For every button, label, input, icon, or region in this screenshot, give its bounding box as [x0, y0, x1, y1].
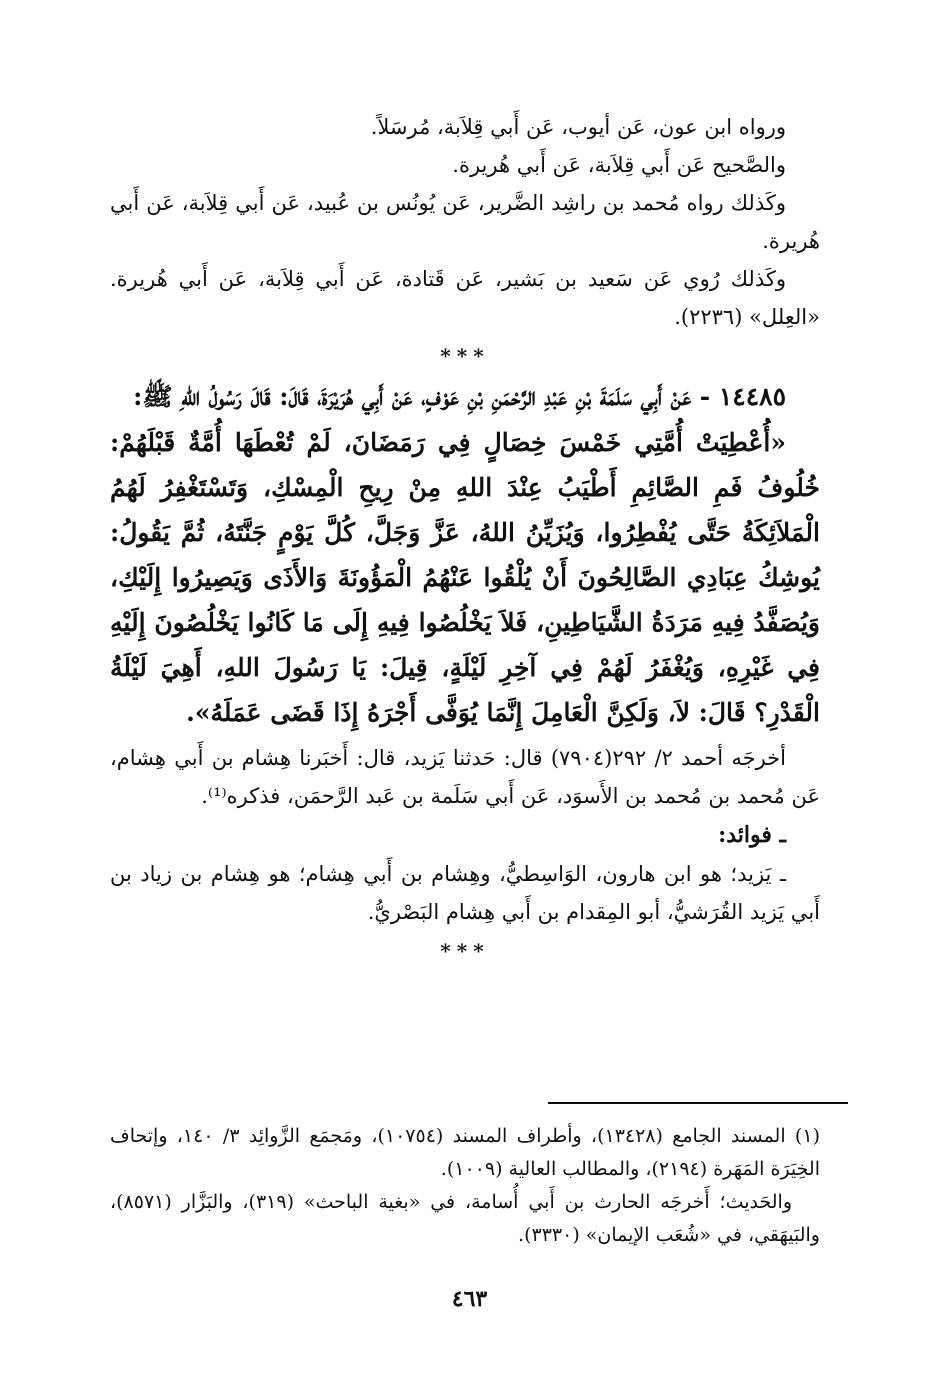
paragraph-4: وكَذلك رُوي عَن سَعيد بن بَشير، عَن قَتادة، عَن أَبي قِلاَبة، عَن أَبي هُريرة. «العِلل» (٢٢٣٦). [110, 267, 820, 329]
footnote-divider [548, 1102, 848, 1104]
hadith-text: «أُعْطِيَتْ أُمَّتِي خَمْسَ خِصَالٍ فِي رَمَضَانَ، لَمْ تُعْطَهَا أُمَّةٌ قَبْلَهُمْ: خُلُوفُ فَمِ الصَّائِمِ أَطْيَبُ عِنْدَ اللهِ مِنْ رِيحِ الْمِسْكِ، وَتَسْتَغْفِرُ لَهُمُ الْمَلاَئِكَةُ حَتَّى يُفْطِرُوا، وَيُزَيِّنُ اللهُ، عَزَّ وَجَلَّ، كُلَّ يَوْمٍ جَنَّتَهُ، ثُمَّ يَقُولُ: يُوشِكُ عِبَادِي الصَّالِحُونَ أَنْ يُلْقُوا عَنْهُمُ الْمَؤُونَةَ وَالأَذَى وَيَصِيرُوا إِلَيْكِ، وَيُصَفَّدُ فِيهِ مَرَدَةُ الشَّيَاطِينِ، فَلاَ يَخْلُصُوا فِيهِ إِلَى مَا كَانُوا يَخْلُصُونَ إِلَيْهِ فِي غَيْرِهِ، وَيُغْفَرُ لَهُمْ فِي آخِرِ لَيْلَةٍ، قِيلَ: يَا رَسُولَ اللهِ، أَهِيَ لَيْلَةُ الْقَدْرِ؟ قَالَ: لاَ، وَلَكِنَّ الْعَامِلَ إِنَّمَا يُوَفَّى أَجْرَهُ إِذَا قَضَى عَمَلَهُ». [110, 428, 820, 727]
paragraph-2: والصَّحيح عَن أَبي قِلاَبة، عَن أَبي هُريرة. [452, 153, 786, 177]
page-number: ٤٦٣ [451, 1286, 488, 1312]
footnote-2: والحَديث؛ أَخرجَه الحارث بن أَبي أُسامة، في «بغية الباحث» (٣١٩)، والبَزَّار (٨٥٧١)، والبَيهَقي، في «شُعَب الإيمان» (٣٣٣٠). [110, 1191, 820, 1246]
fawaid-text: ـ يَزيد؛ هو ابن هارون، الوَاسِطيُّ، وهِشام بن أَبي هِشام؛ هو هِشام بن زياد بن أَبي يَزيد القُرَشيُّ، أبو المِقدام بن أَبي هِشام البَصْريُّ. [110, 862, 820, 924]
section-separator: *** [440, 344, 490, 368]
footnotes [110, 1120, 820, 1252]
paragraph-1: ورواه ابن عون، عَن أيوب، عَن أَبي قِلاَبة، مُرسَلاً. [370, 115, 786, 139]
page-body [110, 108, 820, 969]
fawaid-heading: ـ فوائد: [718, 822, 786, 848]
paragraph-3: وكَذلك رواه مُحمد بن راشِد الضَّرير، عَن يُونُس بن عُبيد، عَن أَبي قِلاَبة، عَن أَبي هُريرة. [110, 191, 820, 253]
section-separator: *** [440, 939, 490, 963]
takhrij: أخرجَه أحمد ٢/ ٢٩٢(٧٩٠٤) قال: حَدثنا يَزيد، قال: أَخبَرنا هِشام بن أَبي هِشام، عَن مُحمد بن مُحمد بن الأَسوَد، عَن أَبي سَلَمة بن عَبد الرَّحمَن، فذكره⁽¹⁾. [110, 746, 820, 808]
footnote-1: (١) المسند الجامع (١٣٤٢٨)، وأطراف المسند (١٠٧٥٤)، ومَجمَع الزَّوائِد ٣/ ١٤٠، وإتحاف الخِيَرَة المَهَرة (٢١٩٤)، والمطالب العالية (١٠٠٩). [110, 1125, 820, 1180]
hadith-intro: ١٤٤٨٥ - عَنْ أَبِي سَلَمَةَ بْنِ عَبْدِ الرَّحْمَنِ بْنِ عَوْفٍ، عَنْ أَبِي هُرَيْرَةَ، قَالَ: قَالَ رَسُولُ اللهِ ﷺ: [133, 382, 786, 411]
